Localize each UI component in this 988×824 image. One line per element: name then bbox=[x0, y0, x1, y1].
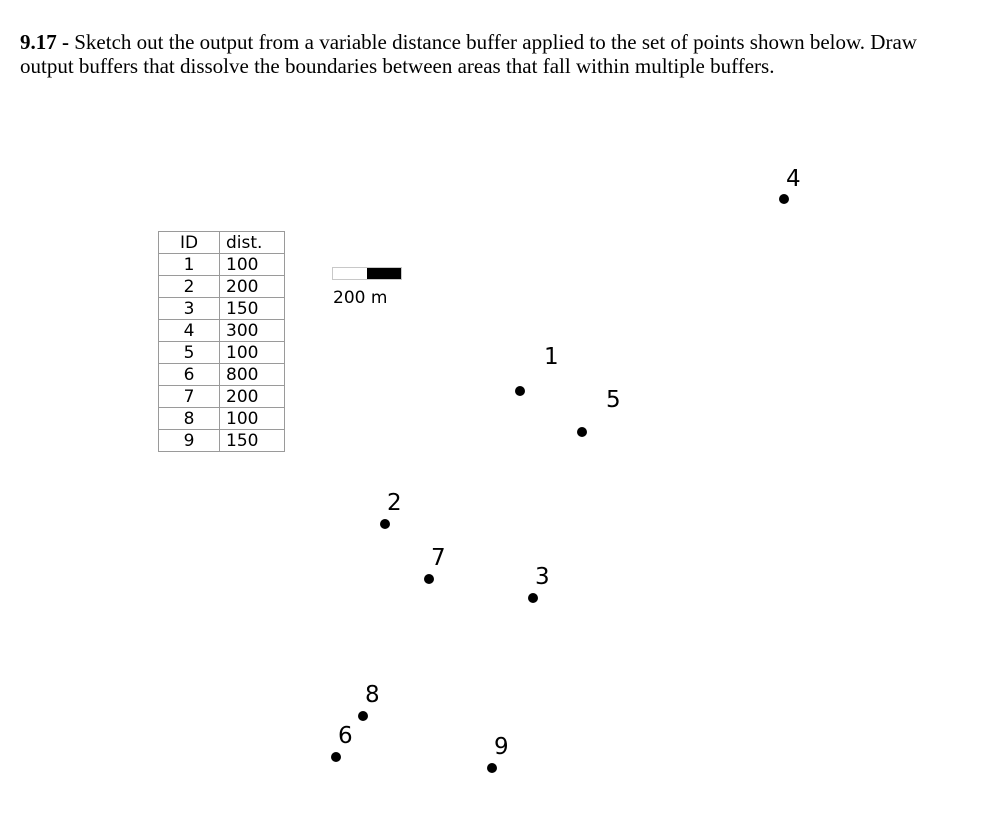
point-9-label: 9 bbox=[494, 734, 509, 760]
point-2-label: 2 bbox=[387, 490, 402, 516]
point-4-label: 4 bbox=[786, 166, 801, 192]
scale-bar-black-segment bbox=[367, 268, 401, 279]
point-1-label: 1 bbox=[544, 344, 559, 370]
cell-dist: 100 bbox=[220, 254, 285, 276]
cell-id: 8 bbox=[159, 408, 220, 430]
point-9-dot bbox=[487, 763, 497, 773]
point-5-dot bbox=[577, 427, 587, 437]
point-8-label: 8 bbox=[365, 682, 380, 708]
table-row bbox=[159, 320, 285, 342]
scale-bar-white-segment bbox=[333, 268, 367, 279]
scale-label: 200 m bbox=[333, 288, 388, 308]
cell-id: 7 bbox=[159, 386, 220, 408]
point-7-dot bbox=[424, 574, 434, 584]
table-row bbox=[159, 364, 285, 386]
table-row bbox=[159, 430, 285, 452]
table-row bbox=[159, 276, 285, 298]
table-row bbox=[159, 386, 285, 408]
cell-dist: 100 bbox=[220, 342, 285, 364]
table-row bbox=[159, 298, 285, 320]
cell-dist: 150 bbox=[220, 298, 285, 320]
table-row bbox=[159, 254, 285, 276]
point-6-label: 6 bbox=[338, 723, 353, 749]
point-8-dot bbox=[358, 711, 368, 721]
cell-id: 4 bbox=[159, 320, 220, 342]
point-6-dot bbox=[331, 752, 341, 762]
point-2-dot bbox=[380, 519, 390, 529]
question-body: Sketch out the output from a variable distance buffer applied to the set of points shown below. Draw output buffers that dissolve the boundaries between areas that fall within multiple buffers. bbox=[20, 30, 917, 78]
cell-dist: 150 bbox=[220, 430, 285, 452]
table-header-row bbox=[159, 232, 285, 254]
cell-id: 9 bbox=[159, 430, 220, 452]
cell-dist: 200 bbox=[220, 276, 285, 298]
header-dist: dist. bbox=[220, 232, 285, 254]
cell-dist: 800 bbox=[220, 364, 285, 386]
cell-id: 3 bbox=[159, 298, 220, 320]
buffer-distance-table bbox=[158, 231, 285, 452]
point-1-dot bbox=[515, 386, 525, 396]
cell-id: 5 bbox=[159, 342, 220, 364]
cell-dist: 100 bbox=[220, 408, 285, 430]
table-row bbox=[159, 408, 285, 430]
question-text bbox=[20, 30, 970, 78]
point-5-label: 5 bbox=[606, 387, 621, 413]
cell-dist: 200 bbox=[220, 386, 285, 408]
cell-id: 6 bbox=[159, 364, 220, 386]
point-4-dot bbox=[779, 194, 789, 204]
point-3-dot bbox=[528, 593, 538, 603]
question-number: 9.17 - bbox=[20, 30, 69, 54]
scale-bar bbox=[332, 267, 402, 280]
point-3-label: 3 bbox=[535, 564, 550, 590]
table-row bbox=[159, 342, 285, 364]
cell-dist: 300 bbox=[220, 320, 285, 342]
cell-id: 1 bbox=[159, 254, 220, 276]
cell-id: 2 bbox=[159, 276, 220, 298]
point-7-label: 7 bbox=[431, 545, 446, 571]
header-id: ID bbox=[159, 232, 220, 254]
